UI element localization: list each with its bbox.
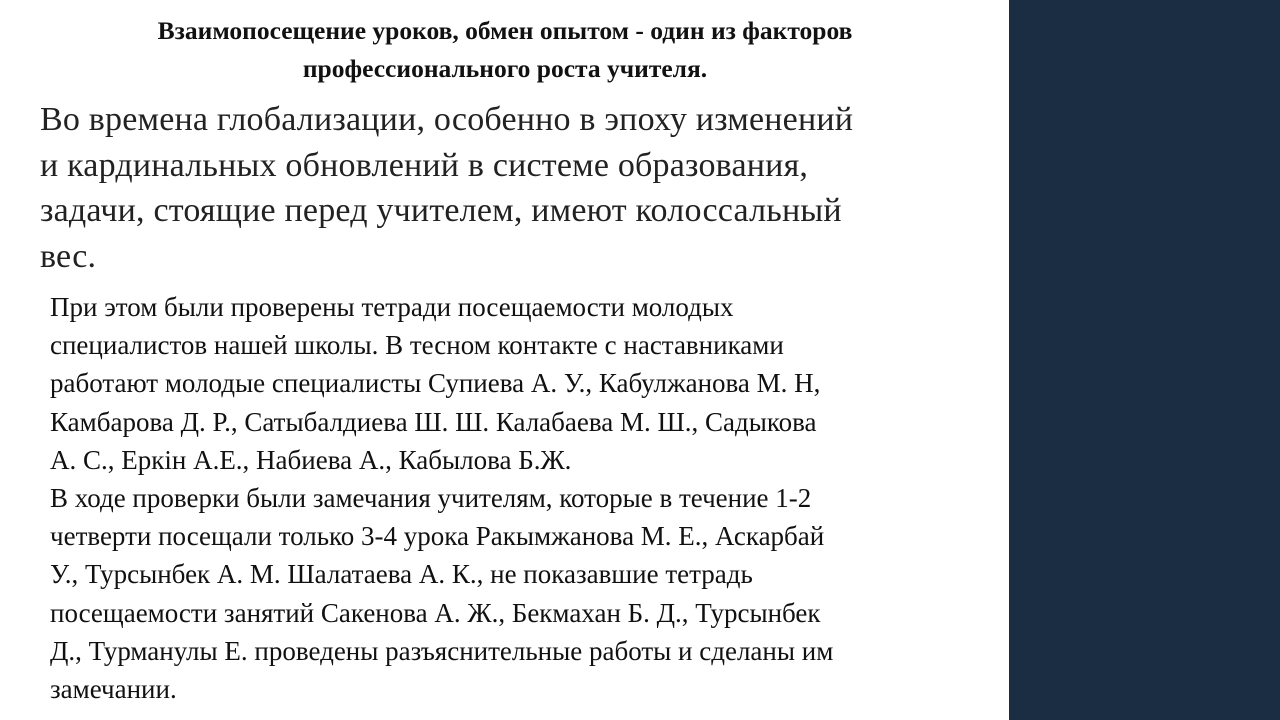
body-line-4: Камбарова Д. Р., Сатыбалдиева Ш. Ш. Калабаева М. Ш., Садыкова	[50, 406, 817, 437]
body-line-9: посещаемости занятий Сакенова А. Ж., Бекмахан Б. Д., Турсынбек	[50, 597, 821, 628]
body-line-8: У., Турсынбек А. М. Шалатаева А. К., не показавшие тетрадь	[50, 559, 753, 590]
intro-line-4: вес.	[40, 237, 97, 275]
intro-paragraph	[40, 97, 990, 279]
body-line-3: работают молодые специалисты Супиева А. У., Кабулжанова М. Н,	[50, 368, 821, 399]
intro-line-3: задачи, стоящие перед учителем, имеют колоссальный	[40, 192, 842, 229]
body-line-2: специалистов нашей школы. В тесном контакте с наставниками	[50, 330, 784, 361]
body-line-11: замечании.	[50, 674, 177, 705]
body-line-7: четверти посещали только 3-4 урока Ракымжанова М. Е., Аскарбай	[50, 521, 825, 552]
body-line-1: При этом были проверены тетради посещаемости молодых	[50, 292, 734, 322]
body-line-10: Д., Турманулы Е. проведены разъяснительные работы и сделаны им	[50, 635, 834, 666]
intro-line-1: Во времена глобализации, особенно в эпоху изменений	[40, 101, 854, 138]
decorative-side-panel	[1009, 0, 1280, 720]
body-paragraph	[50, 288, 1000, 708]
slide-title-line-1: Взаимопосещение уроков, обмен опытом - один из факторов	[157, 16, 853, 45]
slide-title	[20, 12, 990, 88]
slide-title-line-2: профессионального роста учителя.	[302, 54, 708, 83]
body-line-6: В ходе проверки были замечания учителям, которые в течение 1-2	[50, 483, 812, 514]
body-line-5: А. С., Еркін А.Е., Набиева А., Кабылова Б.Ж.	[50, 444, 572, 475]
intro-line-2: и кардинальных обновлений в системе образования,	[40, 146, 809, 184]
